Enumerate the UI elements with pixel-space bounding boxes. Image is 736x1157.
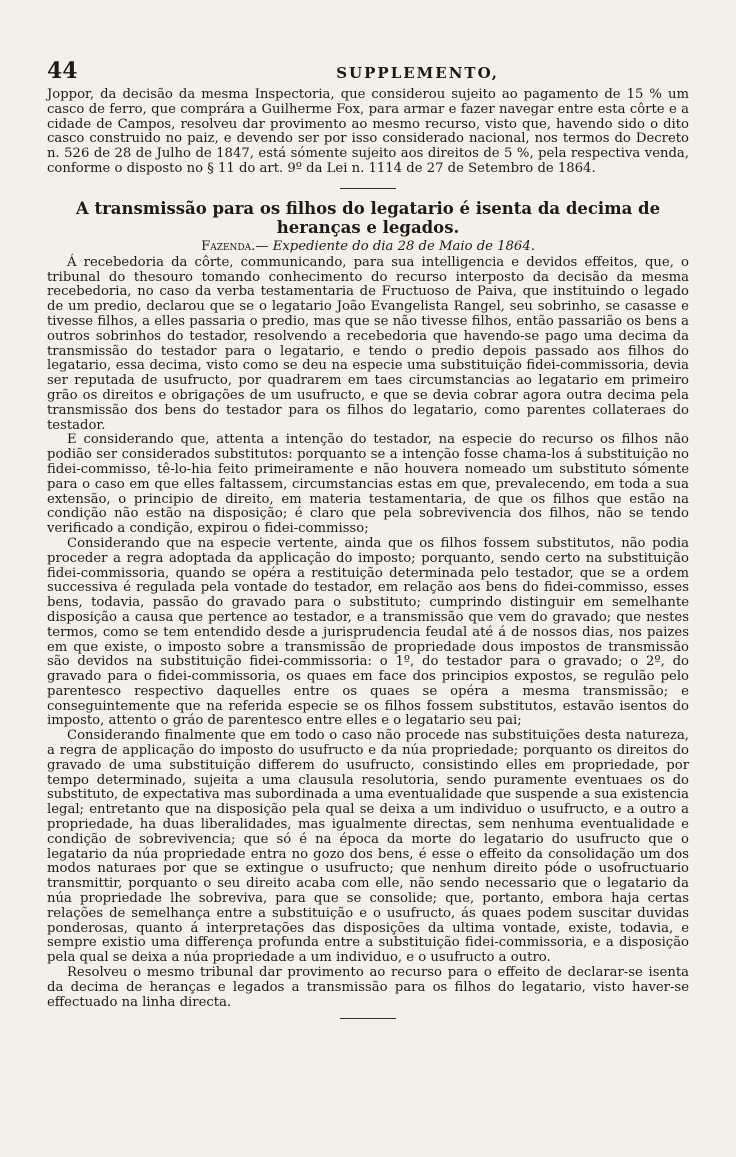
page-header	[47, 58, 689, 88]
article-paragraph: Resolveu o mesmo tribunal dar provimento ao recurso para o effeito de declarar-se isenta da decima de heranças e legados a transmissão para os filhos do legatario, visto haver-se effectuado na linha directa.	[47, 965, 689, 1010]
end-divider	[340, 1018, 396, 1019]
ministry-name: Fazenda.	[201, 238, 256, 254]
section-divider	[340, 188, 396, 189]
article-paragraph: E considerando que, attenta a intenção do testador, na especie do recurso os filhos não podião ser considerados substitutos: porquanto se a intenção fosse chama-los á substituição no fidei-commisso, tê-lo-hia feito primeiramente e não houvera nomeado um substituto sómente para o caso em que elles faltassem, circumstancias estas em que, prevalecendo, em toda a sua extensão, o principio de direito, em materia testamentaria, de que os filhos que estão na condição não estão na disposição; é claro que pela sobrevivencia dos filhos, não se tendo verificado a condição, expirou o fidei-commisso;	[47, 432, 689, 537]
article-paragraph: Considerando finalmente que em todo o caso não procede nas substituições desta natureza, a regra de applicação do imposto do usufructo e da núa propriedade; porquanto os direitos do gravado de uma substituição differem do usufructo, consistindo elles em propriedade, por tempo determinado, sujeita a uma clausula resolutoria, sendo puramente eventuaes os do substituto, de expectativa mas subordinada a uma eventualidade que suspende a sua existencia legal; entretanto que na disposição pela qual se deixa a um individuo o usufructo, e a outro a propriedade, ha duas liberalidades, mas igualmente directas, sem nenhuma eventualidade e condição de sobrevivencia; que só é na época da morte do legatario do usufructo que o legatario da núa propriedade entra no gozo dos bens, é esse o effeito da consolidação um dos modos naturaes por que se extingue o usufructo; que nenhum direito póde o usofructuario transmittir, porquanto o seu direito acaba com elle, não sendo necessario que o legatario da núa propriedade lhe sobreviva, para que se consolide; que, portanto, embora haja certas relações de semelhança entre a substituição e o usufructo, ás quaes podem suscitar duvidas ponderosas, quanto á interpretações das disposições da ultima vontade, existe, todavia, e sempre existio uma differença profunda entre a substituição fidei-commissoria, e a disposição pela qual se deixa a núa propriedade a um individuo, e o usufructo a outro.	[47, 728, 689, 966]
article-dateline: Fazenda.— Expediente do dia 28 de Maio de 1864.	[201, 238, 535, 254]
running-title: SUPPLEMENTO,	[336, 64, 499, 82]
article-title: A transmissão para os filhos do legatario é isenta da decima de heranças e legados.	[75, 198, 661, 237]
article-paragraph: Á recebedoria da côrte, communicando, para sua intelligencia e devidos effeitos, que, o tribunal do thesouro tomando conhecimento do recurso interposto da decisão da mesma recebedoria, no caso da verba testamentaria de Fructuoso de Paiva, que instituindo o legado de um predio, declarou que se o legatario João Evangelista Rangel, seu sobrinho, se casasse e tivesse filhos, a elles passaria o predio, mas que se não tivesse filhos, então passarião os bens a outros sobrinhos do testador, resolvendo a recebedoria que havendo-se pago uma decima da transmissão do testador para o legatario, e tendo o predio depois passado aos filhos do legatario, essa decima, visto como se deu na especie uma substituição fidei-commissoria, devia ser reputada de usufructo, por quadrarem em taes circumstancias ao legatario em primeiro grão os direitos e obrigações de um usufructo, e que se devia cobrar agora outra decima pela transmissão dos bens do testador para os filhos do legatario, como parentes collateraes do testador.	[47, 254, 689, 433]
article-paragraph: Considerando que na especie vertente, ainda que os filhos fossem substitutos, não podia proceder a regra adoptada da applicação do imposto; porquanto, sendo certo na substituição fidei-commissoria, quando se opéra a restituição determinada pelo testador, que se a ordem successiva é regulada pela vontade do testador, em relação aos bens do fidei-commisso, esses bens, todavia, passão do gravado para o substituto; cumprindo distinguir em semelhante disposição a causa que pertence ao testador, e a transmissão que vem do gravado; que nestes termos, como se tem entendido desde a jurisprudencia feudal até á de nossos dias, nos paizes em que existe, o imposto sobre a transmissão de propriedade dous impostos de transmissão são devidos na substituição fidei-commissoria: o 1º, do testador para o gravado; o 2º, do gravado para o fidei-commissoria, os quaes em face dos principios expostos, se regulão pelo parentesco respectivo daquelles entre os quaes se opéra a mesma transmissão; e conseguintemente que na referida especie se os filhos fossem substitutos, estavão isentos do imposto, attento o gráo de parentesco entre elles e o legatario seu pai;	[47, 535, 689, 729]
page-number: 44	[47, 58, 78, 84]
expediente-date: Expediente do dia 28 de Maio de 1864.	[272, 238, 535, 254]
document-page	[47, 58, 689, 1019]
previous-article-text: Joppor, da decisão da mesma Inspectoria, que considerou sujeito ao pagamento de 15 % um casco de ferro, que comprára a Guilherme Fox, para armar e fazer navegar entre esta côrte e a cidade de Campos, resolveu dar provimento ao mesmo recurso, visto que, havendo sido o dito casco construido no paiz, e devendo ser por isso considerado nacional, nos termos do Decreto n. 526 de 28 de Julho de 1847, está sómente sujeito aos direitos de 5 %, pela respectiva venda, conforme o disposto no § 11 do art. 9º da Lei n. 1114 de 27 de Setembro de 1864.	[47, 87, 689, 176]
